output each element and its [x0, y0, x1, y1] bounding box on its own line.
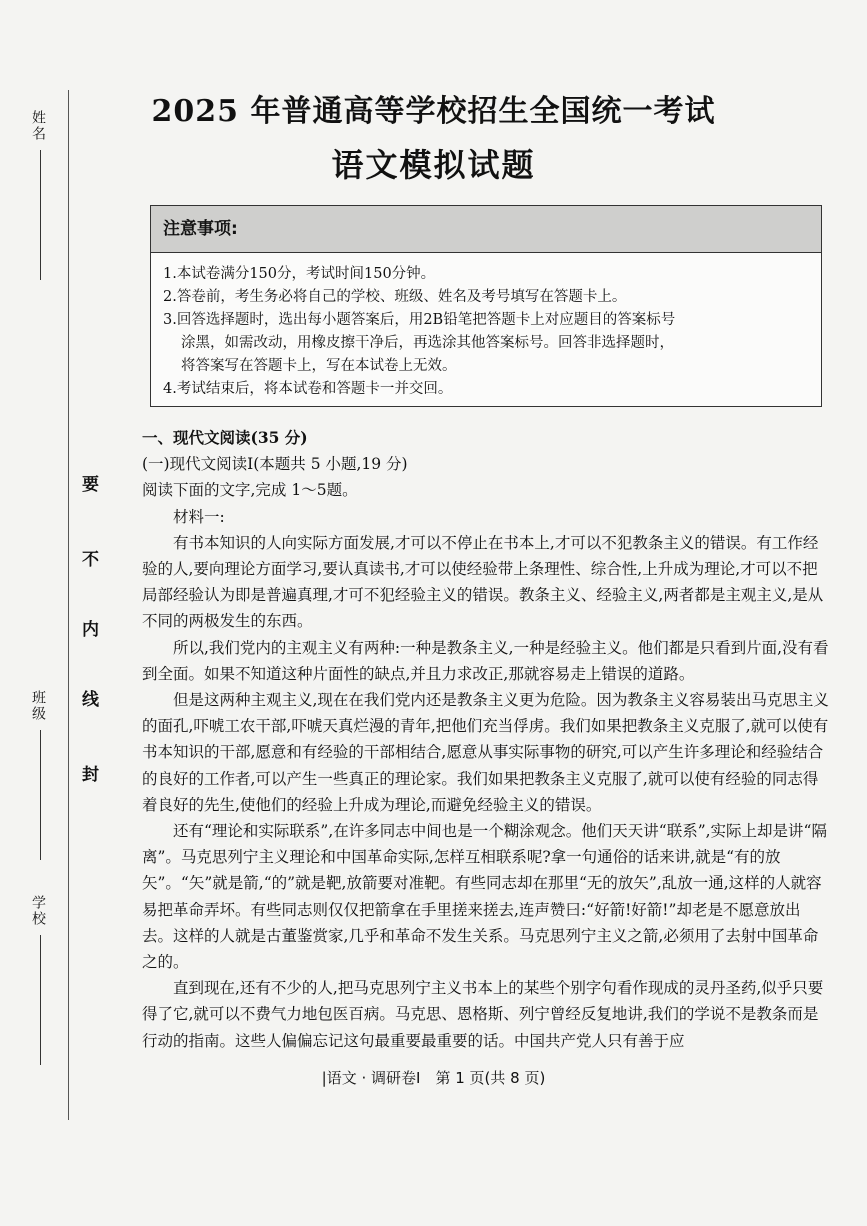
notice-item: 2.答卷前，考生务必将自己的学校、班级、姓名及考号填写在答题卡上。 — [163, 289, 627, 305]
material-label: 材料一: — [173, 507, 225, 526]
school-field-label: 学校 — [30, 895, 46, 927]
passage-paragraph: 有书本知识的人向实际方面发展,才可以不停止在书本上,才可以不犯教条主义的错误。有工作经验的人,要向理论方面学习,要认真读书,才可以使经验带上条理性、综合性,上升成为理论,才可以不把局部经验认为即是普遍真理,才可不犯经验主义的错误。教条主义、经验主义,两者都是主观主义,是从不同的两极发生的东西。 — [142, 533, 824, 631]
seal-char: 内 — [82, 620, 99, 640]
reading-section — [142, 425, 830, 1054]
notice-box — [150, 205, 822, 407]
seal-char: 线 — [82, 690, 99, 710]
name-field-label: 姓名 — [30, 110, 46, 142]
notice-item: 涂黑，如需改动，用橡皮擦干净后，再选涂其他答案标号。回答非选择题时， — [181, 335, 674, 351]
passage-paragraph: 但是这两种主观主义,现在在我们党内还是教条主义更为危险。因为教条主义容易装出马克思主义的面孔,吓唬工农干部,吓唬天真烂漫的青年,把他们充当俘虏。我们如果把教条主义克服了,就可以使有书本知识的干部,愿意和有经验的干部相结合,愿意从事实际事物的研究,可以产生许多理论和经验结合的良好的工作者,可以产生一些真正的理论家。我们如果把教条主义克服了,就可以使有经验的同志得着良好的先生,使他们的经验上升成为理论,而避免经验主义的错误。 — [142, 691, 829, 814]
notice-item: 3.回答选择题时，选出每小题答案后，用2B铅笔把答题卡上对应题目的答案标号 — [163, 312, 676, 328]
seal-char: 要 — [82, 475, 99, 495]
binding-line — [68, 90, 69, 1120]
passage-paragraph: 所以,我们党内的主观主义有两种:一种是教条主义,一种是经验主义。他们都是只看到片面,没有看到全面。如果不知道这种片面性的缺点,并且力求改正,那就容易走上错误的道路。 — [142, 638, 829, 683]
passage-paragraph: 还有“理论和实际联系”,在许多同志中间也是一个糊涂观念。他们天天讲“联系”,实际上却是讲“隔离”。马克思列宁主义理论和中国革命实际,怎样互相联系呢?拿一句通俗的话来讲,就是“有的放矢”。“矢”就是箭,“的”就是靶,放箭要对准靶。有些同志却在那里“无的放矢”,乱放一通,这样的人就容易把革命弄坏。有些同志则仅仅把箭拿在手里搓来搓去,连声赞曰:“好箭!好箭!”却老是不愿意放出去。这样的人就是古董鉴赏家,几乎和革命不发生关系。马克思列宁主义之箭,必须用了去射中国革命之的。 — [142, 822, 827, 972]
notice-item: 4.考试结束后，将本试卷和答题卡一并交回。 — [163, 381, 453, 397]
section-heading: 一、现代文阅读(35 分) — [142, 428, 308, 447]
passage-paragraph: 直到现在,还有不少的人,把马克思列宁主义书本上的某些个别字句看作现成的灵丹圣药,似乎只要得了它,就可以不费气力地包医百病。马克思、恩格斯、列宁曾经反复地讲,我们的学说不是教条而是行动的指南。这些人偏偏忘记这句最重要最重要的话。中国共产党人只有善于应 — [142, 979, 824, 1050]
school-field-blank[interactable] — [40, 935, 41, 1065]
exam-title: 2025 年普通高等学校招生全国统一考试 — [151, 94, 716, 129]
page-footer: |语文 · 调研卷Ⅰ 第 1 页(共 8 页) — [321, 1069, 546, 1087]
class-field-blank[interactable] — [40, 730, 41, 860]
notice-heading: 注意事项: — [151, 206, 821, 253]
seal-char: 封 — [82, 765, 99, 785]
seal-char: 不 — [82, 550, 99, 570]
exam-subtitle: 语文模拟试题 — [331, 146, 536, 184]
section-instruction: 阅读下面的文字,完成 1～5题。 — [142, 481, 358, 500]
section-subheading: (一)现代文阅读Ⅰ(本题共 5 小题,19 分) — [142, 455, 408, 474]
class-field-label: 班级 — [30, 690, 46, 722]
notice-item: 将答案写在答题卡上，写在本试卷上无效。 — [181, 358, 457, 374]
notice-item: 1.本试卷满分150分，考试时间150分钟。 — [163, 266, 436, 282]
notice-list — [151, 263, 821, 401]
